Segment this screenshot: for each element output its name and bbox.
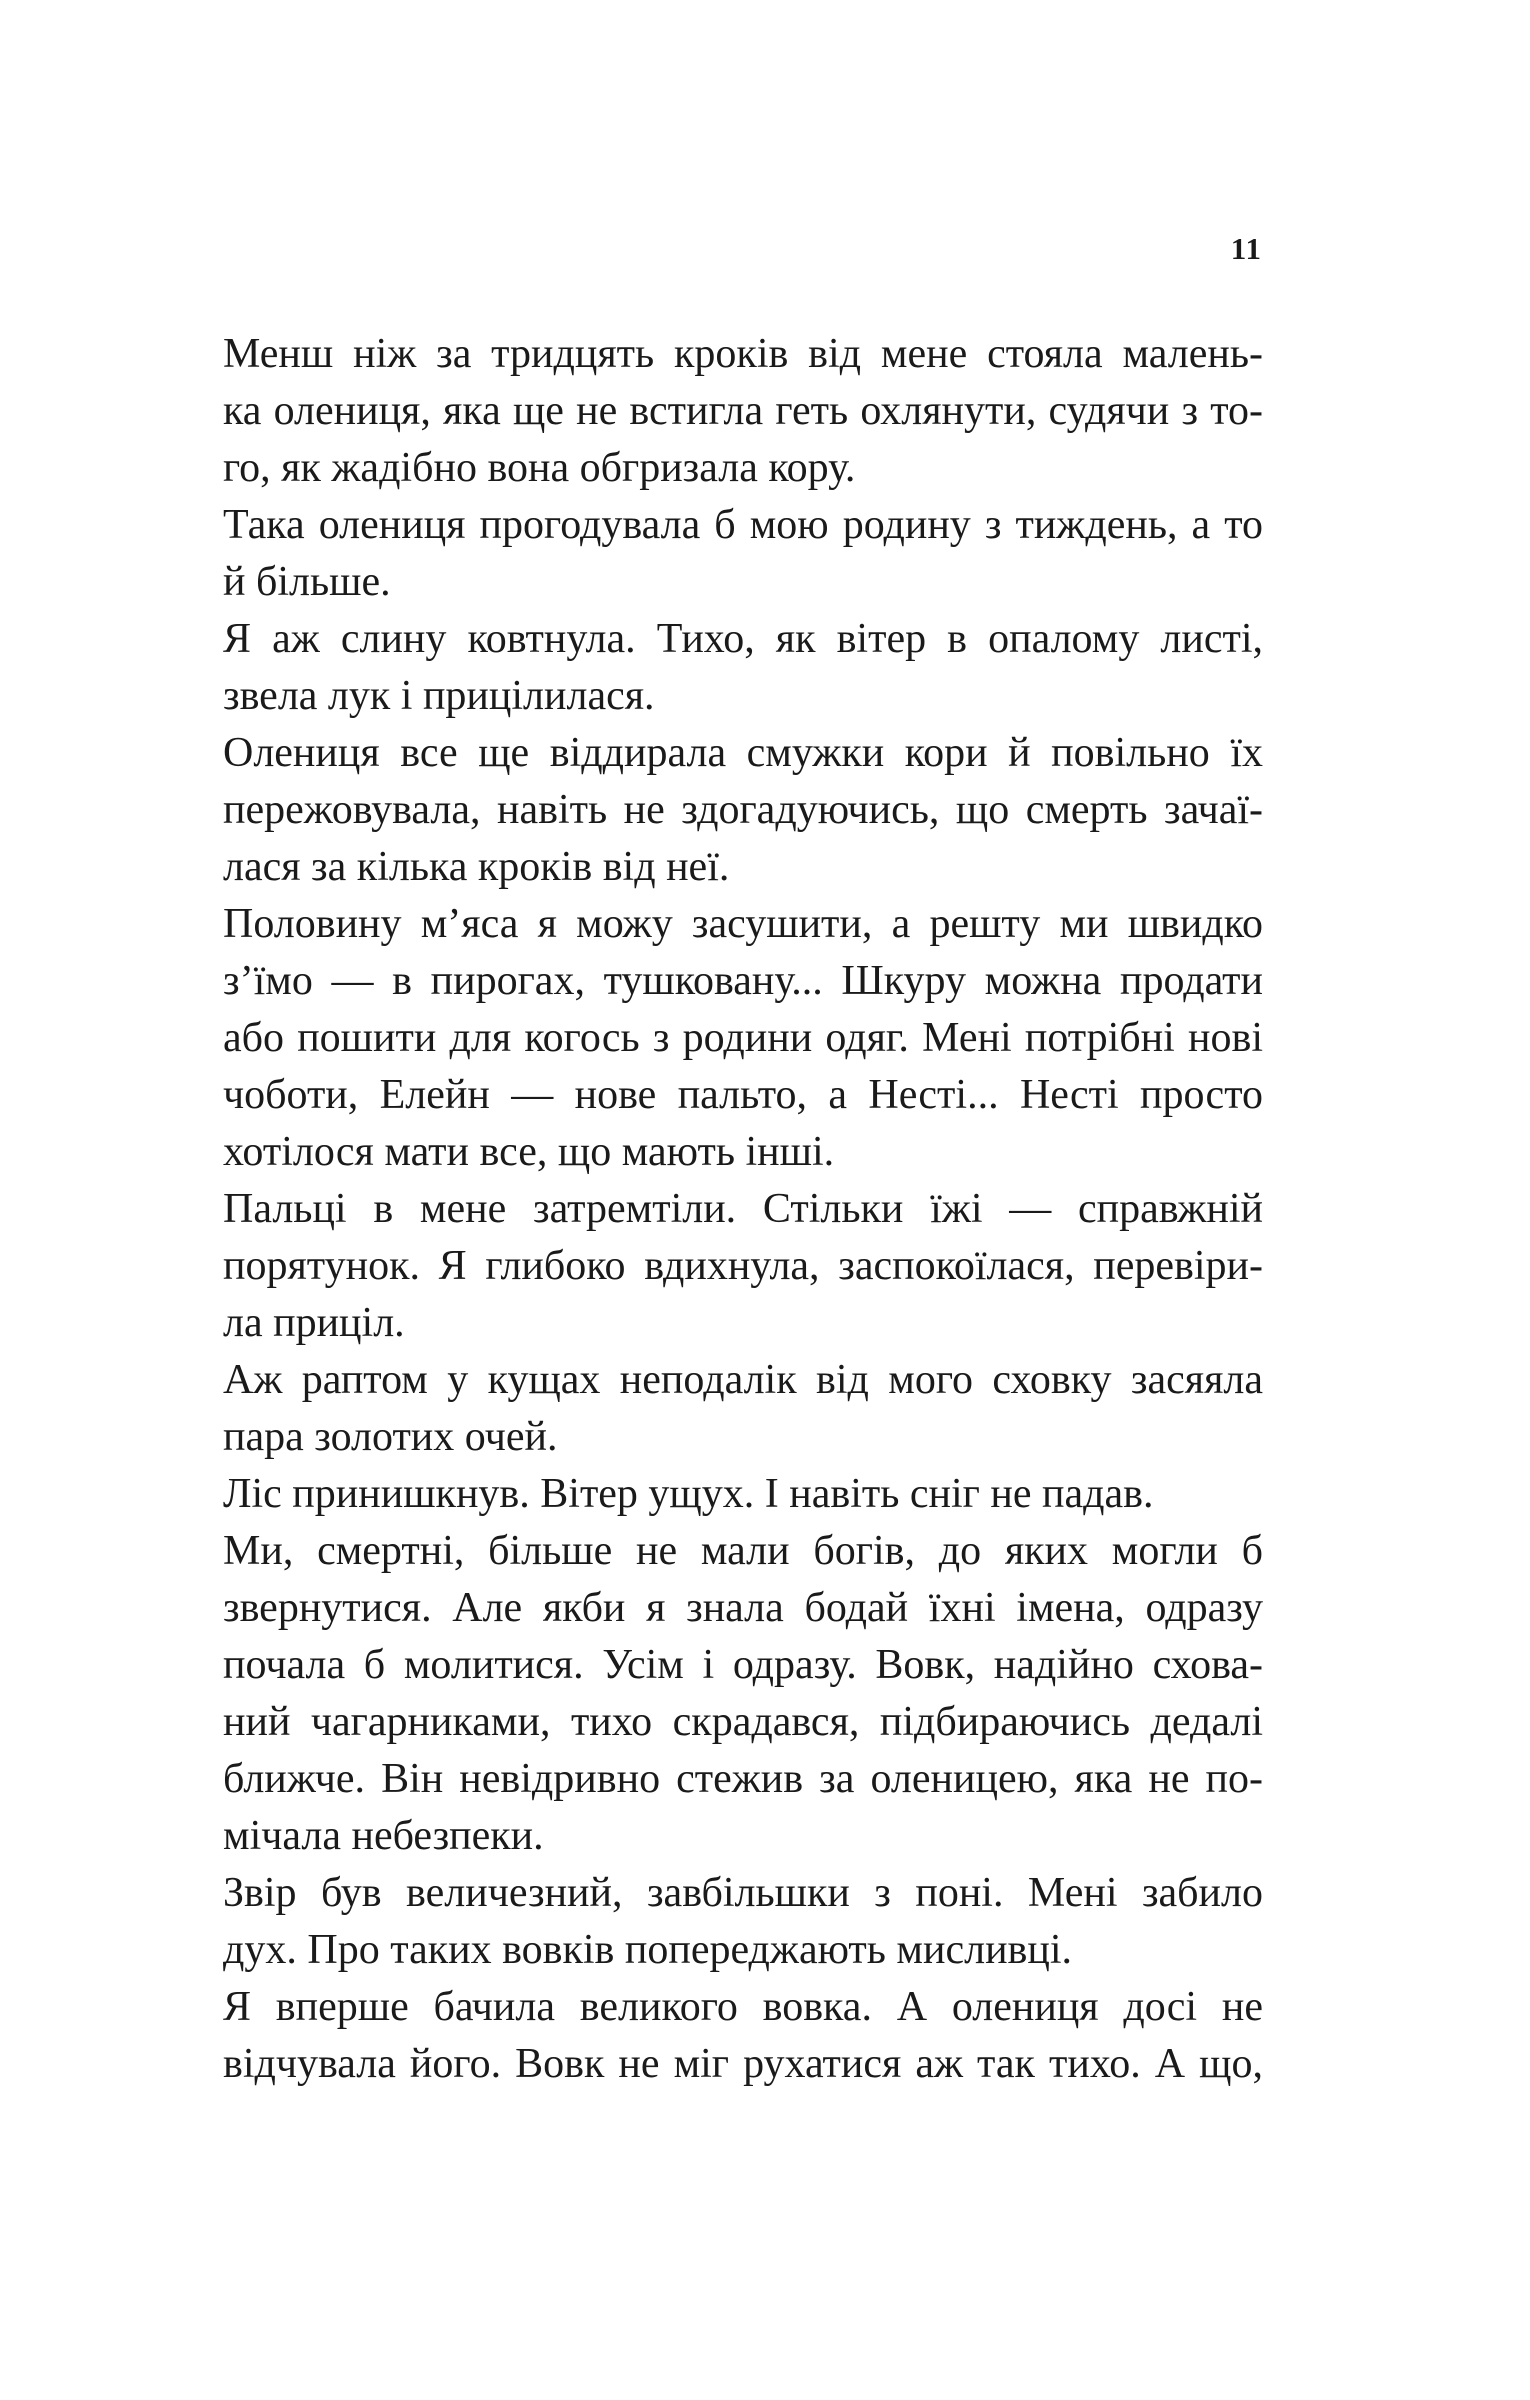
- text-line: Олениця все ще віддирала смужки кори й повільно їх: [223, 730, 1263, 776]
- text-line: й більше.: [223, 559, 391, 605]
- text-line: звернутися. Але якби я знала бодай їхні імена, одразу: [223, 1585, 1263, 1631]
- text-line: або пошити для когось з родини одяг. Мені потрібні нові: [223, 1015, 1263, 1061]
- paragraph: [223, 1523, 1263, 1865]
- paragraph: [223, 1865, 1263, 1979]
- text-line: мічала небезпеки.: [223, 1813, 544, 1859]
- paragraph: [223, 326, 1263, 497]
- paragraph: [223, 1181, 1263, 1352]
- text-line: Пальці в мене затремтіли. Стільки їжі — справжній: [223, 1186, 1263, 1232]
- text-line: пережовувала, навіть не здогадуючись, що смерть зачаї-: [223, 787, 1263, 833]
- text-line: Ліс принишкнув. Вітер ущух. І навіть сніг не падав.: [223, 1471, 1154, 1517]
- text-line: Така олениця прогодувала б мою родину з тиждень, а то: [223, 502, 1263, 548]
- paragraph: [223, 1979, 1263, 2093]
- text-line: го, як жадібно вона обгризала кору.: [223, 445, 856, 491]
- text-line: чоботи, Елейн — нове пальто, а Несті... Несті просто: [223, 1072, 1263, 1118]
- text-line: лася за кілька кроків від неї.: [223, 844, 730, 890]
- text-line: ка олениця, яка ще не встигла геть охлянути, судячи з то-: [223, 388, 1263, 434]
- text-line: відчувала його. Вовк не міг рухатися аж так тихо. А що,: [223, 2041, 1263, 2087]
- paragraph: [223, 1352, 1263, 1466]
- text-line: ближче. Він невідривно стежив за оленицею, яка не по-: [223, 1756, 1263, 1802]
- text-line: Я вперше бачила великого вовка. А олениця досі не: [223, 1984, 1263, 2030]
- text-line: ла приціл.: [223, 1300, 405, 1346]
- text-line: Аж раптом у кущах неподалік від мого сховку засяяла: [223, 1357, 1263, 1403]
- text-line: дух. Про таких вовків попереджають мисливці.: [223, 1927, 1073, 1973]
- text-line: Ми, смертні, більше не мали богів, до яких могли б: [223, 1528, 1263, 1574]
- text-line: звела лук і прицілилася.: [223, 673, 655, 719]
- body-text: [223, 326, 1263, 2093]
- text-line: Звір був величезний, завбільшки з поні. Мені забило: [223, 1870, 1263, 1916]
- text-line: почала б молитися. Усім і одразу. Вовк, надійно схова-: [223, 1642, 1263, 1688]
- text-line: ний чагарниками, тихо скрадався, підбираючись дедалі: [223, 1699, 1263, 1745]
- paragraph: [223, 497, 1263, 611]
- text-line: з’їмо — в пирогах, тушковану... Шкуру можна продати: [223, 958, 1263, 1004]
- text-line: порятунок. Я глибоко вдихнула, заспокоїлася, перевіри-: [223, 1243, 1263, 1289]
- text-line: Половину м’яса я можу засушити, а решту ми швидко: [223, 901, 1263, 947]
- text-line: хотілося мати все, що мають інші.: [223, 1129, 835, 1175]
- paragraph: [223, 725, 1263, 896]
- text-line: пара золотих очей.: [223, 1414, 558, 1460]
- page-number: 11: [1230, 231, 1262, 266]
- paragraph: [223, 896, 1263, 1181]
- paragraph: [223, 1466, 1263, 1523]
- paragraph: [223, 611, 1263, 725]
- text-line: Я аж слину ковтнула. Тихо, як вітер в опалому листі,: [223, 616, 1263, 662]
- text-line: Менш ніж за тридцять кроків від мене стояла малень-: [223, 331, 1263, 377]
